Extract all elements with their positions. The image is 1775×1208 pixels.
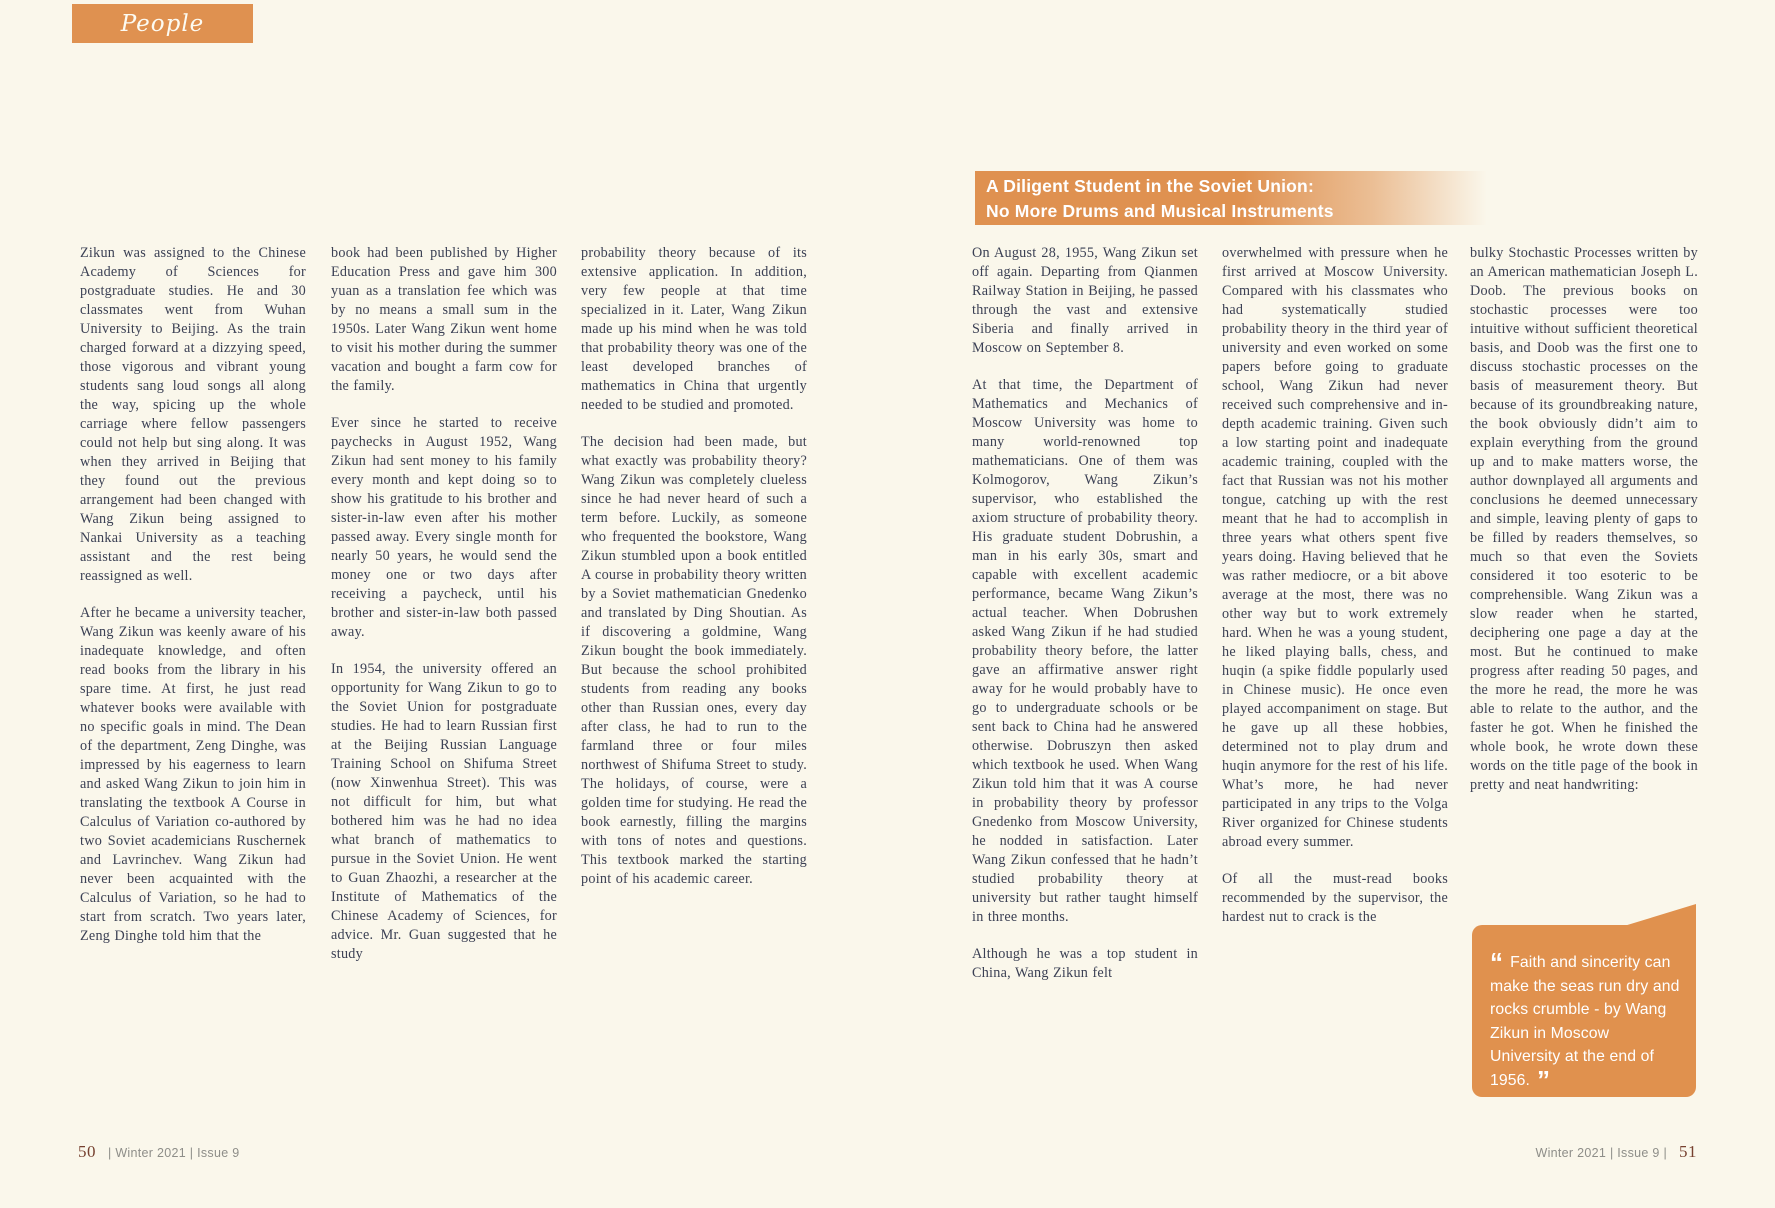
right-page-column-2 [1222, 244, 1448, 927]
paragraph: Of all the must-read books recommended by the supervisor, the hardest nut to crack is the [1222, 871, 1448, 925]
right-page-column-3 [1470, 244, 1698, 795]
quote-tail-shape [1624, 904, 1696, 926]
section-tab-people [72, 4, 253, 43]
left-page-column-1 [80, 244, 306, 946]
paragraph: bulky Stochastic Processes written by an American mathematician Joseph L. Doob. The previous books on stochastic processes were too intuitive without sufficient theoretical basis, and Doob was the first one to discuss stochastic processes on the basis of measurement theory. But because of its groundbreaking nature, the book obviously didn’t aim to explain everything from the ground up and to make matters worse, the author downplayed all arguments and conclusions he deemed unnecessary and simple, leaving plenty of gaps to be filled by readers themselves, so much so that even the Soviets considered it too esoteric to be comprehensible. Wang Zikun was a slow reader when he started, deciphering one page a day at the most. But he continued to make progress after reading 50 pages, and the more he read, the more he was able to relate to the author, and the faster he got. When he finished the whole book, he wrote down these words on the title page of the book in pretty and neat handwriting: [1470, 245, 1698, 793]
paragraph: After he became a university teacher, Wang Zikun was keenly aware of his inadequate knowledge, and often read books from the library in his spare time. At first, he just read whatever books were available with no specific goals in mind. The Dean of the department, Zeng Dinghe, was impressed by his eagerness to learn and asked Wang Zikun to join him in translating the textbook A Course in Calculus of Variation co-authored by two Soviet academicians Ruschernek and Lavrinchev. Wang Zikun had never been acquainted with the Calculus of Variation, so he had to start from scratch. Two years later, Zeng Dinghe told him that the [80, 605, 306, 944]
article-title-line1: A Diligent Student in the Soviet Union: [986, 176, 1314, 196]
quote-box [1472, 925, 1696, 1097]
page-number-right: 51 [1679, 1142, 1697, 1161]
article-title-line2: No More Drums and Musical Instruments [986, 201, 1334, 221]
paragraph: In 1954, the university offered an opportunity for Wang Zikun to go to the Soviet Union for postgraduate studies. He had to learn Russian first at the Beijing Russian Language Training School on Shifuma Street (now Xinwenhua Street). This was not difficult for him, but what bothered him was he had no idea what branch of mathematics to pursue in the Soviet Union. He went to Guan Zhaozhi, a researcher at the Institute of Mathematics of the Chinese Academy of Sciences, for advice. Mr. Guan suggested that he study [331, 661, 557, 962]
paragraph: overwhelmed with pressure when he first arrived at Moscow University. Compared with his classmates who had systematically studied probability theory in the third year of university and even worked on some papers before going to graduate school, Wang Zikun had never received such comprehensive and in-depth academic training. Given such a low starting point and inadequate academic training, coupled with the fact that Russian was not his mother tongue, catching up with the rest meant that he had to accomplish in three years what others spent five years doing. Having believed that he was rather mediocre, or a bit above average at the most, there was no other way but to work extremely hard. When he was a young student, he liked playing balls, chess, and huqin (a spike fiddle popularly used in Chinese music). He once even played accompaniment on stage. But he gave up all these hobbies, determined not to play drum and huqin anymore for the rest of his life. What’s more, he had never participated in any trips to the Volga River organized for Chinese students abroad every summer. [1222, 245, 1448, 850]
close-quote-icon: ” [1537, 1064, 1551, 1095]
footer-meta-right: Winter 2021 | Issue 9 | [1535, 1146, 1667, 1160]
paragraph: probability theory because of its extensive application. In addition, very few people at that time specialized in it. Later, Wang Zikun made up his mind when he was told that probability theory was one of the least developed branches of mathematics in China that urgently needed to be studied and promoted. [581, 245, 807, 413]
left-page-column-3 [581, 244, 807, 889]
footer-left [78, 1142, 240, 1162]
footer-meta-left: | Winter 2021 | Issue 9 [108, 1146, 240, 1160]
open-quote-icon: “ [1490, 947, 1504, 977]
paragraph: book had been published by Higher Education Press and gave him 300 yuan as a translation fee which was by no means a small sum in the 1950s. Later Wang Zikun went home to visit his mother during the summer vacation and bought a farm cow for the family. [331, 245, 557, 394]
paragraph: Zikun was assigned to the Chinese Academy of Sciences for postgraduate studies. He and 30 classmates went from Wuhan University to Beijing. As the train charged forward at a dizzying speed, those vigorous and vibrant young students sang loud songs all along the way, spicing up the whole carriage where fellow passengers could not help but sing along. It was when they arrived in Beijing that they found out the previous arrangement had been changed with Wang Zikun being assigned to Nankai University as a teaching assistant and the rest being reassigned as well. [80, 245, 306, 584]
quote-body: Faith and sincerity can make the seas run dry and rocks crumble - by Wang Zikun in Moscow University at the end of 1956. [1490, 954, 1680, 1089]
quote-text [1490, 947, 1680, 1095]
article-header-banner [975, 171, 1487, 225]
footer-right [1535, 1142, 1697, 1162]
left-page-column-2 [331, 244, 557, 964]
paragraph: The decision had been made, but what exactly was probability theory? Wang Zikun was completely clueless since he had never heard of such a term before. Luckily, as someone who frequented the bookstore, Wang Zikun stumbled upon a book entitled A course in probability theory written by a Soviet mathematician Gnedenko and translated by Ding Shoutian. As if discovering a goldmine, Wang Zikun bought the book immediately. But because the school prohibited students from reading any books other than Russian ones, every day after class, he had to run to the farmland three or four miles northwest of Shifuma Street to study. The holidays, of course, were a golden time for studying. He read the book earnestly, filling the margins with tons of notes and questions. This textbook marked the starting point of his academic career. [581, 434, 807, 887]
paragraph: At that time, the Department of Mathematics and Mechanics of Moscow University was home to many world-renowned top mathematicians. One of them was Kolmogorov, Wang Zikun’s supervisor, who established the axiom structure of probability theory. His graduate student Dobrushin, a man in his early 30s, smart and capable with excellent academic performance, became Wang Zikun’s actual teacher. When Dobrushen asked Wang Zikun if he had studied probability theory before, the latter gave an affirmative answer right away for he would probably have to go to undergraduate schools or be sent back to China had he answered otherwise. Dobruszyn then asked which textbook he used. When Wang Zikun told him that it was A course in probability theory by professor Gnedenko from Moscow University, he nodded in satisfaction. Later Wang Zikun confessed that he hadn’t studied probability theory at university but rather taught himself in three months. [972, 377, 1198, 925]
paragraph: Ever since he started to receive paychecks in August 1952, Wang Zikun had sent money to his family every month and kept doing so to show his gratitude to his brother and sister-in-law even after his mother passed away. Every single month for nearly 50 years, he would send the money one or two days after receiving a paycheck, until his brother and sister-in-law both passed away. [331, 415, 557, 640]
paragraph: On August 28, 1955, Wang Zikun set off again. Departing from Qianmen Railway Station in Beijing, he passed through the vast and extensive Siberia and finally arrived in Moscow on September 8. [972, 245, 1198, 356]
section-tab-label: People [120, 10, 205, 37]
paragraph: Although he was a top student in China, Wang Zikun felt [972, 946, 1198, 981]
page-number-left: 50 [78, 1142, 96, 1161]
right-page-column-1 [972, 244, 1198, 983]
